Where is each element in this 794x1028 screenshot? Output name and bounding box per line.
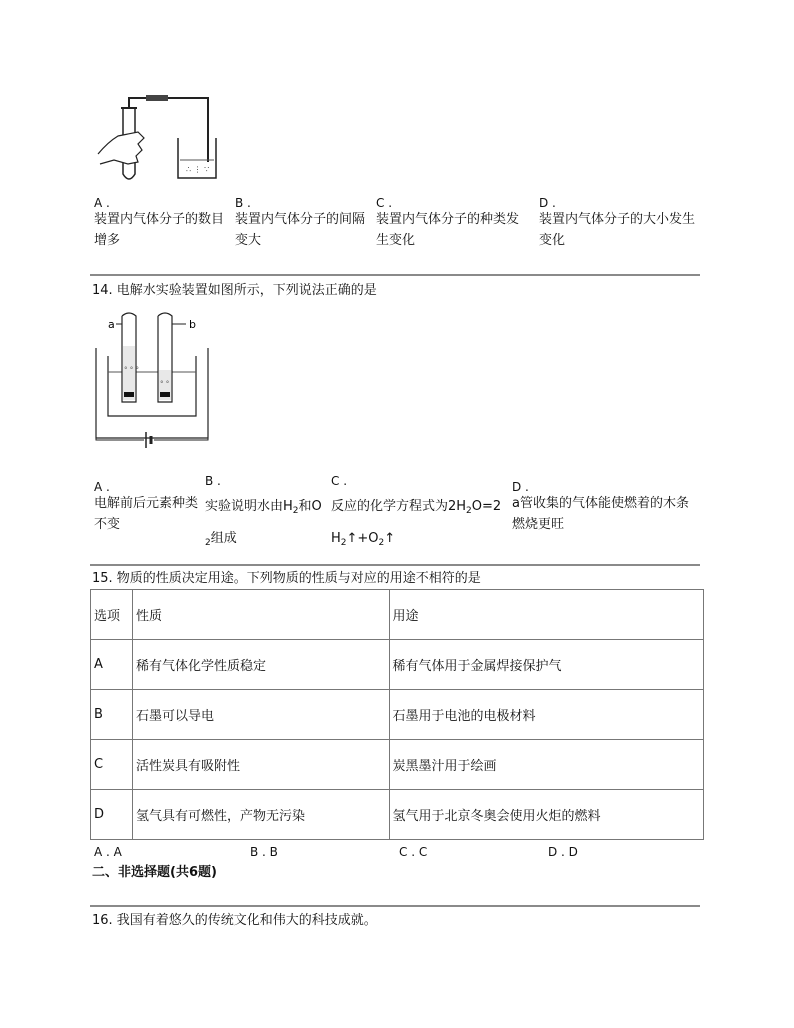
q14-option-b-letter: B . [205,474,221,488]
q14-option-d-text[interactable]: a管收集的气体能使燃着的木条燃烧更旺 [512,496,689,532]
table-row [91,790,704,840]
table-row [91,740,704,790]
q15-answer-c[interactable]: C . C [399,845,428,859]
table-cell: 稀有气体化学性质稳定 [132,640,389,690]
table-cell: C [91,740,133,790]
q13-option-b-text[interactable]: 装置内气体分子的间隔变大 [235,212,366,248]
q14-label-b: b [189,318,196,331]
table-cell: 石墨可以导电 [132,690,389,740]
q13-option-a-letter: A . [94,196,110,210]
table-cell: 氢气具有可燃性，产物无污染 [132,790,389,840]
q13-apparatus-figure [94,92,224,187]
q14-title: 14. 电解水实验装置如图所示，下列说法正确的是 [92,283,377,298]
divider [90,905,700,907]
q14-b-pre: 实验说明水由H [205,499,293,514]
section-title: 二、非选择题(共6题) [92,865,217,880]
divider [90,274,700,276]
q15-title: 15. 物质的性质决定用途。下列物质的性质与对应的用途不相符的是 [92,571,481,586]
q13-option-c-text[interactable]: 装置内气体分子的种类发生变化 [376,212,520,248]
svg-text:° ° °: ° ° ° [124,366,139,374]
table-header-cell: 性质 [132,590,389,640]
table-cell: 活性炭具有吸附性 [132,740,389,790]
q13-option-d-text[interactable]: 装置内气体分子的大小发生变化 [539,212,696,248]
q16-title: 16. 我国有着悠久的传统文化和伟大的科技成就。 [92,913,377,928]
q14-electrolysis-diagram [94,312,214,460]
table-header-row [91,590,704,640]
q14-c-l2-pre: H [331,531,341,546]
table-cell: B [91,690,133,740]
table-row [91,690,704,740]
q14-c-l2-sub1: 2 [340,538,347,548]
q14-c-l1-post: O=2 [471,499,502,514]
q15-answer-a[interactable]: A . A [94,845,122,859]
q14-c-l2-post: ↑ [384,531,396,546]
q14-option-b-text[interactable] [205,493,330,557]
q14-b-post: 组成 [210,531,237,546]
q15-answer-d[interactable]: D . D [548,845,578,859]
q15-answer-b[interactable]: B . B [250,845,278,859]
q14-option-a-text[interactable]: 电解前后元素种类不变 [94,496,199,532]
table-cell: D [91,790,133,840]
q14-option-c-letter: C . [331,474,348,488]
q15-table [90,589,704,840]
q14-c-l2-mid: ↑+O [346,531,379,546]
table-cell: 稀有气体用于金属焊接保护气 [389,640,703,690]
q14-option-a-letter: A . [94,480,110,494]
table-row [91,640,704,690]
table-cell: A [91,640,133,690]
svg-text:° °: ° ° [160,380,170,388]
q13-option-b-letter: B . [235,196,251,210]
table-cell: 石墨用于电池的电极材料 [389,690,703,740]
q14-option-d-letter: D . [512,480,529,494]
q14-c-l1-sub: 2 [466,506,472,516]
q14-option-c-text[interactable] [331,493,509,557]
q13-option-c-letter: C . [376,196,393,210]
table-header-cell: 选项 [91,590,133,640]
table-header-cell: 用途 [389,590,703,640]
q14-b-sub1: 2 [292,506,299,516]
q14-c-l2-sub2: 2 [378,538,385,548]
q14-label-a: a [108,318,115,331]
table-cell: 氢气用于北京冬奥会使用火炬的燃料 [389,790,703,840]
q13-option-d-letter: D . [539,196,556,210]
q14-b-mid: 和O [298,499,322,514]
table-cell: 炭黑墨汁用于绘画 [389,740,703,790]
q14-c-l1-pre: 反应的化学方程式为2H [331,499,467,514]
q14-b-sub2: 2 [205,538,211,548]
svg-text:∴ ⋮ ∵: ∴ ⋮ ∵ [186,165,210,174]
divider [90,564,700,566]
q13-option-a-text[interactable]: 装置内气体分子的数目增多 [94,212,225,248]
